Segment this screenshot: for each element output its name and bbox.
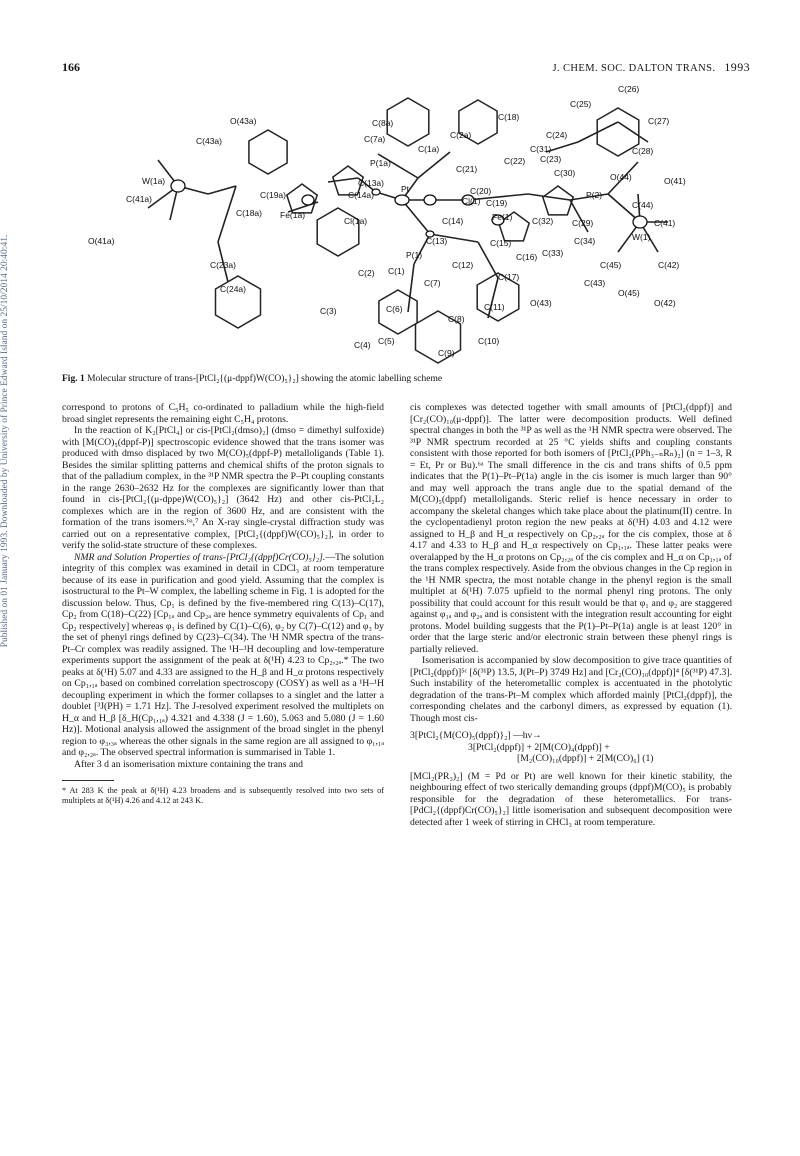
atom-label: C(24a) — [220, 284, 246, 294]
atom-label: C(26) — [618, 84, 640, 94]
molecular-structure-figure — [58, 82, 758, 372]
atom-label: O(44) — [610, 172, 632, 182]
equation-line-1: 3[PtCl₂{M(CO)₅(dppf)}₂] —hν→ — [410, 730, 542, 741]
atom-label: Fe(1a) — [280, 210, 306, 220]
left-paragraph-3 — [62, 552, 384, 759]
left-paragraph-1: correspond to protons of C₅H₅ co-ordinated to palladium while the high-field broad singlet represents the remaining eight C₅H₄ protons. — [62, 402, 384, 425]
atom-label: C(30) — [554, 168, 576, 178]
atom-label: C(45) — [600, 260, 622, 270]
phenyl-ring — [387, 98, 429, 146]
atom-label: C(18a) — [236, 208, 262, 218]
atom-label: Cl(1a) — [344, 216, 368, 226]
atom-label: C(9) — [438, 348, 455, 358]
atom-label: W(1) — [632, 232, 651, 242]
bond-line — [578, 122, 618, 142]
bond-line — [528, 194, 570, 200]
left-column — [62, 402, 384, 806]
bond-line — [218, 186, 236, 242]
atom-label: C(8a) — [372, 118, 394, 128]
atom-label: C(22) — [504, 156, 526, 166]
atom-label: C(13a) — [358, 178, 384, 188]
left-paragraph-4: After 3 d an isomerisation mixture containing the trans and — [74, 758, 303, 770]
atom-label: C(21) — [456, 164, 478, 174]
atom-label: C(8) — [448, 314, 465, 324]
atom-label: C(25) — [570, 99, 592, 109]
atom-label: O(43a) — [230, 116, 257, 126]
bond-line — [402, 200, 430, 234]
equation-line-3: [M₂(CO)₁₀(dppf)] + 2[M(CO)₆] (1) — [517, 753, 654, 764]
atom-label: O(41a) — [88, 236, 115, 246]
page-number: 166 — [62, 60, 80, 74]
atom-label: C(23a) — [210, 260, 236, 270]
atom-label: C(1) — [388, 266, 405, 276]
footnote-rule — [62, 780, 114, 781]
right-paragraph-3: [MCl₂(PR₃)₂] (M = Pd or Pt) are well known for their kinetic stability, the neighbouring effect of two sterically demanding groups (dppf)M(CO)₅ is probably responsible for the degradation of these heterometallics. For trans-[PdCl₂{(dppf)Cr(CO)₅}₂] little isomerisation and subsequent decomposition were detected after 1 week of stirring in CHCl₃ at room temperature. — [410, 770, 732, 828]
atom-label: C(29) — [572, 218, 594, 228]
section-heading: NMR and Solution Properties of trans-[PtCl₂{(dppf)Cr(CO)₅}₂]. — [74, 551, 326, 563]
journal-year: 1993 — [724, 60, 750, 74]
equation-line-2: 3[PtCl₂(dppf)] + 2[M(CO)₄(dppf)] + — [468, 741, 610, 753]
atom-label: C(28) — [632, 146, 654, 156]
atom-label: O(41) — [664, 176, 686, 186]
atom-label: O(42) — [654, 298, 676, 308]
atom-label: C(13) — [426, 236, 448, 246]
atom-label: C(12) — [452, 260, 474, 270]
atom-ellipsoid — [302, 195, 314, 205]
right-paragraph-1: cis complexes was detected together with small amounts of [PtCl₂(dppf)] and [Cr₂(CO)₁₀(μ-dppf)]. The latter were decomposition products. Well defined spectral changes in both the ³¹P as well as the ¹H NMR spectra were observed. The ³¹P NMR spectrum recorded at 25 °C yields shifts and coupling constants consistent with those reported for both isomers of [PtCl₂(PPh₃₋ₙRₙ)₂] (n = 1–3, R = Et, Pr or Bu).⁶ᵃ The small difference in the cis and trans shifts of 0.5 ppm indicates that the P(1)–Pt–P(1a) angle in the cis isomer is much larger than 90° and may well approach the trans angle due to the spatial demand of the M(CO)₅(dppf) metalloligands. Steric relief is hence necessary in order to accompany the skeletal changes which take place about the platinum(II) centre. In the cyclopentadienyl proton region the new peaks at δ(¹H) 4.03 and 4.12 were assigned to H_β and H_α respectively on Cp₂,₂ₐ for the cis complex, those at δ 4.17 and 4.33 to H_β and H_α respectively on Cp₁,₁ₐ. These latter peaks were overalapped by the H_α protons on Cp₂,₂ₐ of the cis complex and H_α on Cp₁,₁ₐ of the trans complex respectively. Aside from the obvious changes in the Cp region in the ¹H NMR spectra, the most notable change in the phenyl region is the small multiplet at δ(¹H) 7.075 upfield to the normal phenyl ring protons. The only possibility that could account for this result would be that φ₁ and φ₂ are staggered against φ₁ₐ and φ₂ₐ and is consistent with the integration result accounting for eight protons. Model building suggests that the P(1)–Pt–P(1a) angle is at least 120° in order that the large steric and/or electronic strain between these phenyl rings is partially relieved. — [410, 402, 732, 655]
atom-label: P(2) — [586, 190, 603, 200]
right-column — [410, 402, 732, 828]
atom-label: C(7a) — [364, 134, 386, 144]
atom-label: P(1) — [406, 250, 423, 260]
phenyl-ring — [249, 130, 287, 174]
atom-label: C(44) — [632, 200, 654, 210]
bond-line — [418, 152, 450, 178]
atom-label: C(33) — [542, 248, 564, 258]
atom-label: C(17) — [498, 272, 520, 282]
figure-caption — [62, 374, 752, 384]
atom-label: C(2) — [358, 268, 375, 278]
bond-line — [208, 186, 236, 194]
atom-label: C(11) — [484, 302, 505, 312]
atom-label: C(20) — [470, 186, 492, 196]
atom-label: O(45) — [618, 288, 640, 298]
caption-text: Molecular structure of trans-[PtCl₂{(μ-dppf)W(CO)₅}₂] showing the atomic labelling scheme — [87, 374, 443, 384]
atom-label: C(42) — [658, 260, 680, 270]
journal-name: J. CHEM. SOC. DALTON TRANS. — [552, 63, 716, 74]
left-paragraph-2: In the reaction of K₂[PtCl₄] or cis-[PtCl₂(dmso)₂] (dmso = dimethyl sulfoxide) with [M(CO)₅(dppf-P)] spectroscopic evidence showed that the trans isomer was produced with dmso displaced by two M(CO)₅(dppf-P) metalloligands (Table 1). Besides the similar splitting patterns and chemical shifts of the proton signals to that of the palladium complex, in the ³¹P NMR spectra the P–Pt coupling constants in the range 2630–2632 Hz for the complexes are significantly lower than that found in cis-[PtCl₂{(μ-dppe)W(CO)₅}₂] (3642 Hz) and other cis-PtCl₂L₂ complexes which are in the region of 3600 Hz, and are consistent with the formation of the trans isomers.⁶ᵃ,⁷ An X-ray single-crystal diffraction study was carried out on a representative complex, [PtCl₂{(dppf)W(CO)₅}₂], in order to verify the solid-state structure of these complexes. — [62, 425, 384, 551]
atom-label: C(43a) — [196, 136, 222, 146]
atom-label: C(15) — [490, 238, 512, 248]
atom-label: C(31) — [530, 144, 552, 154]
atom-label: W(1a) — [142, 176, 166, 186]
atom-label: Cl(1) — [462, 196, 481, 206]
section-body: —The solution integrity of this complex was examined in detail in CDCl₃ at room temperature because of its ease in purification and good yield. Assuming that the complex is isostructural to the Pt–W complex, the labelling scheme in Fig. 1 is adopted for the discussion below. Thus, Cp₁ is defined by the five-membered ring C(13)–C(17), Cp₂ from C(18)–C(22) [Cp₁ₐ and Cp₂ₐ are hence symmetry equivalents of Cp₁ and Cp₂ respectively] whereas φ₁ is defined by C(1)–C(6), φ₂ by C(7)–C(12) and φ₃ by the set of phenyl rings defined by C(23)–C(34). The ¹H NMR spectra of the trans-Pt–Cr complex was readily assigned. The ¹H–¹H decoupling and low-temperature experiments support the assignment of the peak at δ(¹H) 4.23 to Cp₂,₂ₐ.* The two peaks at δ(¹H) 5.07 and 4.33 are assigned to the H_β and H_α protons respectively on Cp₁,₁ₐ based on combined correlation spectroscopy (COSY) as well as a ¹H–¹H decoupling experiment in which the former collapses to a singlet and the latter a doublet [³J(PH) = 1.71 Hz]. The J-resolved experiment resolved the multiplets on H_α and H_β [δ_H(Cp₁,₁ₐ) 4.321 and 4.338 (J = 1.60), 5.063 and 5.080 (J = 1.60 Hz)]. Motional analysis allowed the assignment of the broad singlet in the phenyl region to φ₃,₃ₐ whereas the other signals in the same region are all assigned to φ₁,₁ₐ and φ₂,₂ₐ. The observed spectral information is summarised in Table 1. — [62, 551, 385, 758]
atom-label: C(2a) — [450, 130, 472, 140]
footnote: * At 283 K the peak at δ(¹H) 4.23 broadens and is subsequently resolved into two sets of multiplets at δ(¹H) 4.26 and 4.12 at 243 K. — [62, 786, 384, 805]
atom-ellipsoid — [171, 180, 185, 192]
atom-label: C(14) — [442, 216, 464, 226]
atom-label: C(6) — [386, 304, 403, 314]
atom-ellipsoid — [424, 195, 436, 205]
atom-label: C(27) — [648, 116, 670, 126]
bond-line — [488, 278, 498, 318]
atom-label: C(10) — [478, 336, 500, 346]
caption-label: Fig. 1 — [62, 374, 85, 384]
atom-label: C(7) — [424, 278, 441, 288]
atom-ellipsoid — [633, 216, 647, 228]
atom-label: P(1a) — [370, 158, 391, 168]
atom-label: C(41a) — [126, 194, 152, 204]
atom-label: C(14a) — [348, 190, 374, 200]
atom-label: C(4) — [354, 340, 371, 350]
atom-label: C(1a) — [418, 144, 440, 154]
atom-label: C(32) — [532, 216, 554, 226]
running-head — [552, 60, 750, 75]
bond-line — [618, 122, 648, 142]
atom-label: C(18) — [498, 112, 520, 122]
atom-label: C(41) — [654, 218, 676, 228]
atom-label: C(3) — [320, 306, 337, 316]
bond-line — [408, 264, 414, 312]
atom-label: C(24) — [546, 130, 568, 140]
atom-label: O(43) — [530, 298, 552, 308]
atom-label: C(19a) — [260, 190, 286, 200]
atom-label: Pt — [401, 184, 410, 194]
equation-1 — [410, 730, 732, 765]
atom-label: C(23) — [540, 154, 562, 164]
right-paragraph-2: Isomerisation is accompanied by slow decomposition to give trace quantities of [PtCl₂(dppf)]⁵ᶜ [δ(³¹P) 13.5, J(Pt–P) 3749 Hz] and [Cr₂(CO)₁₀(dppf)]⁴ [δ(³¹P) 47.3]. Such instability of the heterometallic complex is accentuated in the photolytic degradation of the trans-Pt–M complex which afforded mainly [PtCl₂(dppf)], the corresponding chelates and the carbonyl dimers, as expressed by equation (1). Though most cis- — [410, 655, 732, 724]
atom-label: Fe(1) — [492, 212, 513, 222]
download-watermark: Published on 01 January 1993. Downloaded by University of Prince Edward Island on 25/10/2014 20:40:41. — [0, 234, 10, 648]
atom-label: C(19) — [486, 198, 508, 208]
atom-label: C(16) — [516, 252, 538, 262]
atom-label: C(43) — [584, 278, 606, 288]
atom-label: C(5) — [378, 336, 395, 346]
molecule-diagram — [58, 82, 758, 372]
atom-label: C(34) — [574, 236, 596, 246]
atom-ellipsoid — [395, 195, 409, 205]
